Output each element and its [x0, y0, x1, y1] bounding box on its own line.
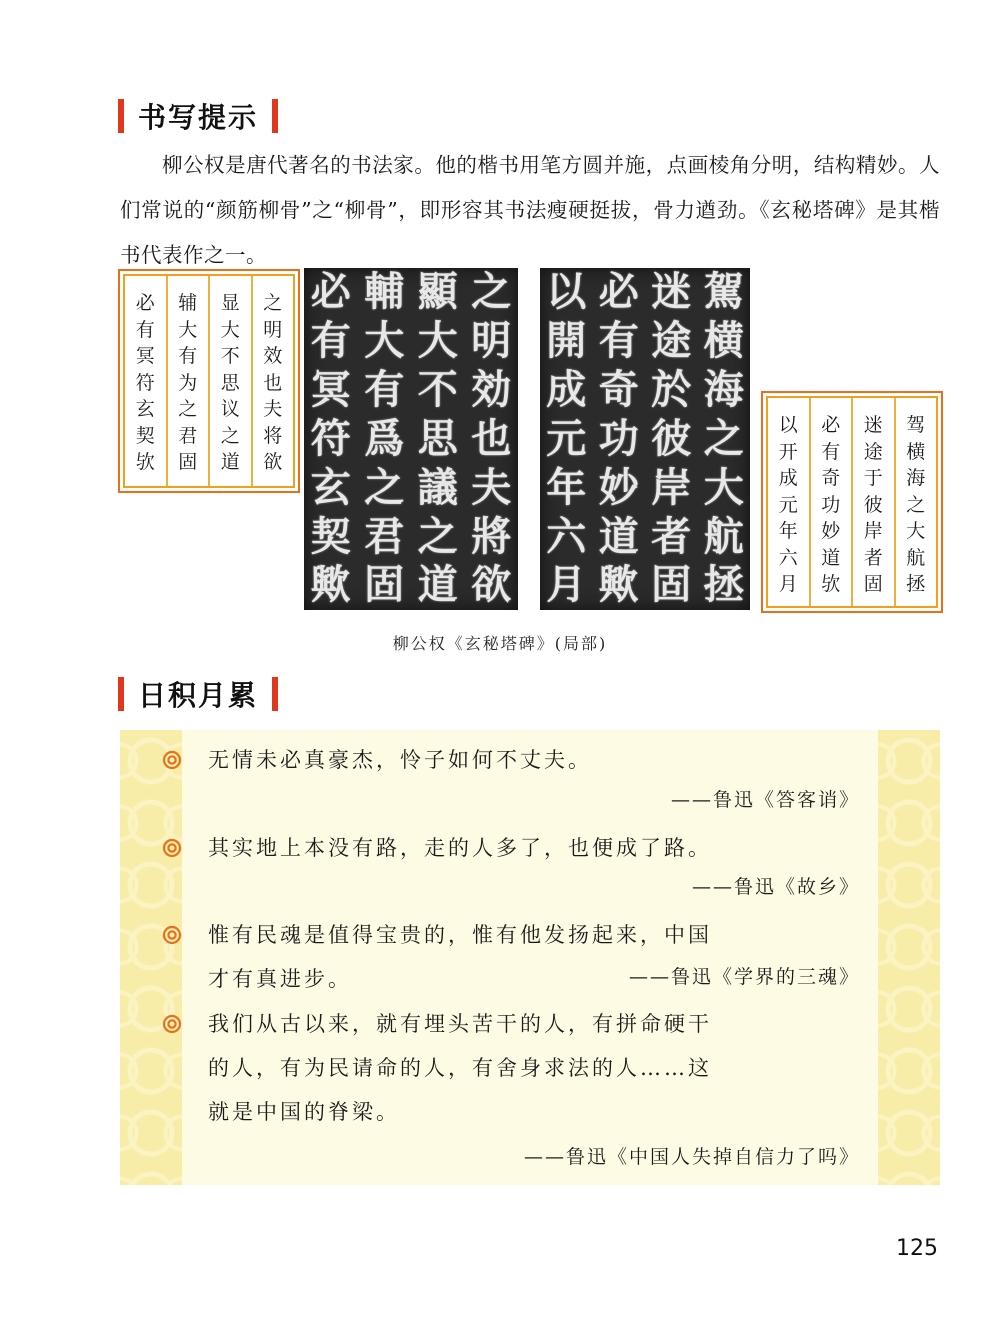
transcription-char: 元: [778, 493, 798, 516]
rubbing-char: 必: [310, 268, 351, 316]
rubbing-char: 於: [651, 366, 692, 414]
rubbing-char: 契: [310, 512, 351, 560]
transcription-char: 辅: [178, 292, 198, 314]
transcription-char: 玄: [135, 398, 155, 420]
transcription-char: 迷: [863, 414, 883, 436]
header-bar-right: [272, 99, 278, 133]
transcription-char: 有: [135, 318, 155, 341]
transcription-char: 于: [863, 467, 883, 489]
transcription-char: 奇: [821, 467, 841, 489]
section-title: 日积月累: [138, 679, 259, 712]
transcription-char: 显: [220, 292, 240, 314]
rubbing-column: [411, 268, 465, 610]
transcription-column: [251, 276, 294, 486]
rubbing-char: 之: [471, 268, 512, 316]
transcription-char: 六: [778, 546, 798, 569]
transcription-char: 大: [220, 318, 240, 341]
transcription-char: 为: [178, 371, 198, 394]
transcription-char: 年: [778, 520, 798, 542]
transcription-char: 月: [778, 573, 798, 595]
rubbing-char: 議: [417, 463, 458, 511]
transcription-char: 欤: [821, 573, 841, 595]
rubbing-column: [645, 268, 698, 610]
rubbing-char: 玄: [310, 463, 351, 511]
transcription-char: 效: [263, 345, 283, 367]
transcription-char: 之: [178, 398, 198, 420]
transcription-char: 必: [821, 414, 841, 436]
rubbing-char: 海: [703, 366, 744, 414]
rubbing-column: [540, 268, 593, 610]
transcription-box-right: [766, 396, 938, 608]
transcription-char: 明: [263, 318, 283, 341]
rubbing-char: 年: [546, 463, 587, 511]
rubbing-char: 之: [703, 414, 744, 462]
quote-source: ——鲁迅《中国人失掉自信力了吗》: [523, 1146, 860, 1168]
quote-source: ——鲁迅《学界的三魂》: [628, 966, 860, 988]
rubbing-char: 有: [364, 366, 405, 414]
transcription-column: [809, 398, 852, 606]
rubbing-char: 爲: [364, 414, 405, 462]
transcription-char: 不: [220, 345, 240, 367]
transcription-char: 之: [263, 292, 283, 314]
rubbing-char: 固: [364, 561, 405, 609]
transcription-column: [208, 276, 251, 486]
rubbing-char: 効: [471, 366, 512, 414]
transcription-char: 冥: [135, 345, 155, 367]
transcription-char: 欤: [135, 451, 155, 473]
transcription-char: 彼: [863, 493, 883, 516]
transcription-column: [125, 276, 166, 486]
transcription-char: 者: [863, 546, 883, 569]
intro-paragraph: 柳公权是唐代著名的书法家。他的楷书用笔方圆并施，点画棱角分明，结构精妙。人们常说的“颜筋柳骨”之“柳骨”，即形容其书法瘦硬挺拔，骨力遒劲。《玄秘塔碑》是其楷书代表作之一。: [120, 153, 940, 267]
rubbing-char: 歟: [598, 561, 639, 609]
quote-line: 就是中国的脊梁。: [208, 1100, 400, 1124]
rubbing-char: 欲: [471, 561, 512, 609]
rubbing-char: 駕: [703, 268, 744, 316]
rubbing-char: 冥: [310, 366, 351, 414]
bullet-circle-icon: [162, 1014, 182, 1034]
quote-source: ——鲁迅《故乡》: [691, 876, 860, 898]
section-title: 书写提示: [138, 101, 259, 134]
transcription-char: 君: [178, 424, 198, 447]
quote-item: [208, 826, 858, 870]
transcription-column: [894, 398, 937, 606]
page-number: 125: [896, 1236, 938, 1261]
rubbing-char: 歟: [310, 561, 351, 609]
transcription-char: 开: [778, 440, 798, 463]
transcription-char: 议: [220, 398, 240, 420]
quote-line: 惟有民魂是值得宝贵的，惟有他发扬起来，中国: [208, 923, 712, 947]
quote-item: [208, 738, 858, 782]
rubbing-panel-left: [304, 268, 518, 610]
transcription-column: [166, 276, 209, 486]
rubbing-char: 有: [310, 317, 351, 365]
bullet-circle-icon: [162, 838, 182, 858]
rubbing-column: [593, 268, 646, 610]
transcription-char: 途: [863, 440, 883, 463]
rubbing-char: 六: [546, 512, 587, 560]
header-bar-right: [272, 677, 278, 711]
transcription-char: 固: [863, 573, 883, 595]
figure-caption: 柳公权《玄秘塔碑》(局部): [392, 634, 608, 653]
rubbing-char: 彼: [651, 414, 692, 462]
rubbing-char: 以: [546, 268, 587, 316]
quote-line: 才有真进步。: [208, 967, 352, 991]
transcription-char: 有: [178, 345, 198, 367]
rubbing-char: 君: [364, 512, 405, 560]
rubbing-char: 大: [703, 463, 744, 511]
rubbing-char: 夫: [471, 463, 512, 511]
transcription-char: 思: [220, 371, 240, 394]
quote-line: 我们从古以来，就有埋头苦干的人，有拼命硬干: [208, 1012, 712, 1036]
transcription-char: 有: [821, 440, 841, 463]
rubbing-char: 之: [364, 463, 405, 511]
rubbing-char: 妙: [598, 463, 639, 511]
transcription-char: 欲: [263, 451, 283, 473]
quote-line: 无情未必真豪杰，怜子如何不丈夫。: [208, 748, 592, 772]
transcription-char: 航: [906, 546, 926, 569]
rubbing-column: [304, 268, 358, 610]
bullet-circle-icon: [162, 925, 182, 945]
rubbing-char: 思: [417, 414, 458, 462]
rubbing-column: [698, 268, 751, 610]
rubbing-char: 不: [417, 366, 458, 414]
transcription-box-left: [123, 274, 295, 488]
section-header-writing-tips: [118, 96, 278, 136]
rubbing-char: 必: [598, 268, 639, 316]
transcription-char: 必: [135, 292, 155, 314]
transcription-char: 海: [906, 467, 926, 489]
transcription-char: 以: [778, 414, 798, 436]
rubbing-char: 固: [651, 561, 692, 609]
quote-line: 的人，有为民请命的人，有舍身求法的人……这: [208, 1056, 712, 1080]
quote-item: [208, 1002, 858, 1134]
rubbing-char: 大: [417, 317, 458, 365]
transcription-char: 岸: [863, 520, 883, 542]
rubbing-panel-right: [540, 268, 750, 610]
transcription-char: 成: [778, 467, 798, 489]
rubbing-char: 奇: [598, 366, 639, 414]
transcription-char: 将: [263, 424, 283, 447]
transcription-char: 也: [263, 371, 283, 394]
transcription-char: 驾: [906, 414, 926, 436]
rubbing-char: 途: [651, 317, 692, 365]
transcription-char: 道: [821, 546, 841, 569]
transcription-char: 大: [906, 520, 926, 542]
rubbing-char: 輔: [364, 268, 405, 316]
transcription-char: 道: [220, 451, 240, 473]
rubbing-column: [358, 268, 412, 610]
rubbing-char: 大: [364, 317, 405, 365]
transcription-column: [851, 398, 894, 606]
transcription-char: 夫: [263, 398, 283, 420]
transcription-char: 契: [135, 424, 155, 447]
transcription-char: 功: [821, 493, 841, 516]
rubbing-column: [465, 268, 519, 610]
transcription-char: 符: [135, 371, 155, 394]
rubbing-char: 功: [598, 414, 639, 462]
rubbing-char: 航: [703, 512, 744, 560]
rubbing-char: 明: [471, 317, 512, 365]
transcription-char: 大: [178, 318, 198, 341]
header-bar-left: [118, 677, 124, 711]
rubbing-char: 拯: [703, 561, 744, 609]
rubbing-char: 成: [546, 366, 587, 414]
rubbing-char: 有: [598, 317, 639, 365]
rubbing-char: 道: [417, 561, 458, 609]
rubbing-char: 岸: [651, 463, 692, 511]
rubbing-char: 道: [598, 512, 639, 560]
rubbing-char: 也: [471, 414, 512, 462]
quote-line: 其实地上本没有路，走的人多了，也便成了路。: [208, 836, 712, 860]
section-header-daily-accumulation: [118, 674, 278, 714]
rubbing-char: 開: [546, 317, 587, 365]
decorative-border-left: [120, 730, 182, 1185]
rubbing-char: 將: [471, 512, 512, 560]
rubbing-char: 者: [651, 512, 692, 560]
header-bar-left: [118, 99, 124, 133]
rubbing-char: 迷: [651, 268, 692, 316]
quote-source: ——鲁迅《答客诮》: [670, 789, 860, 811]
transcription-char: 妙: [821, 520, 841, 542]
transcription-char: 之: [220, 424, 240, 447]
rubbing-char: 顯: [417, 268, 458, 316]
rubbing-char: 元: [546, 414, 587, 462]
rubbing-char: 符: [310, 414, 351, 462]
rubbing-char: 横: [703, 317, 744, 365]
transcription-char: 之: [906, 493, 926, 516]
transcription-char: 固: [178, 451, 198, 473]
rubbing-char: 之: [417, 512, 458, 560]
bullet-circle-icon: [162, 750, 182, 770]
rubbing-char: 月: [546, 561, 587, 609]
transcription-column: [768, 398, 809, 606]
transcription-char: 拯: [906, 573, 926, 595]
transcription-char: 横: [906, 440, 926, 463]
decorative-border-right: [878, 730, 940, 1185]
